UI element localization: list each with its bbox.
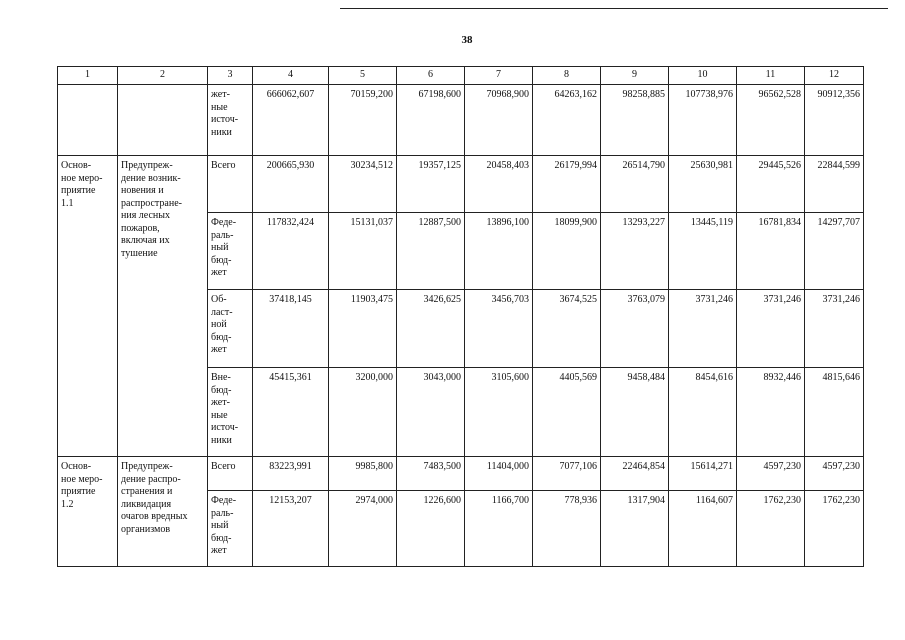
value-cell: 13896,100 bbox=[465, 213, 533, 290]
value-cell: 117832,424 bbox=[253, 213, 329, 290]
value-cell: 1166,700 bbox=[465, 491, 533, 567]
value-cell: 12887,500 bbox=[397, 213, 465, 290]
value-cell: 1164,607 bbox=[669, 491, 737, 567]
activity-cell bbox=[58, 85, 118, 156]
table-row bbox=[58, 156, 864, 213]
description-cell: Предупреж- дение распро- странения и ликвидация очагов вредных организмов bbox=[118, 457, 208, 567]
value-cell: 37418,145 bbox=[253, 290, 329, 368]
page-number: 38 bbox=[461, 34, 473, 46]
header-cell: 7 bbox=[465, 67, 533, 85]
source-cell: Феде- раль- ный бюд- жет bbox=[208, 491, 253, 567]
header-cell: 5 bbox=[329, 67, 397, 85]
value-cell: 666062,607 bbox=[253, 85, 329, 156]
value-cell: 7483,500 bbox=[397, 457, 465, 491]
value-cell: 3456,703 bbox=[465, 290, 533, 368]
value-cell: 19357,125 bbox=[397, 156, 465, 213]
value-cell: 26179,994 bbox=[533, 156, 601, 213]
value-cell: 12153,207 bbox=[253, 491, 329, 567]
header-cell: 11 bbox=[737, 67, 805, 85]
header-cell: 10 bbox=[669, 67, 737, 85]
value-cell: 18099,900 bbox=[533, 213, 601, 290]
value-cell: 3105,600 bbox=[465, 368, 533, 457]
budget-table bbox=[57, 66, 864, 567]
value-cell: 8932,446 bbox=[737, 368, 805, 457]
value-cell: 15131,037 bbox=[329, 213, 397, 290]
value-cell: 22464,854 bbox=[601, 457, 669, 491]
value-cell: 96562,528 bbox=[737, 85, 805, 156]
description-cell: Предупреж- дение возник- новения и распростране- ния лесных пожаров, включая их тушение bbox=[118, 156, 208, 457]
value-cell: 778,936 bbox=[533, 491, 601, 567]
value-cell: 64263,162 bbox=[533, 85, 601, 156]
value-cell: 4597,230 bbox=[737, 457, 805, 491]
value-cell: 107738,976 bbox=[669, 85, 737, 156]
value-cell: 200665,930 bbox=[253, 156, 329, 213]
value-cell: 29445,526 bbox=[737, 156, 805, 213]
description-cell bbox=[118, 85, 208, 156]
value-cell: 20458,403 bbox=[465, 156, 533, 213]
value-cell: 3731,246 bbox=[805, 290, 864, 368]
table-row bbox=[58, 457, 864, 491]
source-cell: Всего bbox=[208, 457, 253, 491]
value-cell: 70968,900 bbox=[465, 85, 533, 156]
value-cell: 9458,484 bbox=[601, 368, 669, 457]
value-cell: 3426,625 bbox=[397, 290, 465, 368]
value-cell: 4597,230 bbox=[805, 457, 864, 491]
value-cell: 7077,106 bbox=[533, 457, 601, 491]
source-cell: Феде- раль- ный бюд- жет bbox=[208, 213, 253, 290]
header-cell: 3 bbox=[208, 67, 253, 85]
header-cell: 1 bbox=[58, 67, 118, 85]
value-cell: 30234,512 bbox=[329, 156, 397, 213]
header-cell: 2 bbox=[118, 67, 208, 85]
value-cell: 22844,599 bbox=[805, 156, 864, 213]
value-cell: 8454,616 bbox=[669, 368, 737, 457]
value-cell: 1226,600 bbox=[397, 491, 465, 567]
value-cell: 11404,000 bbox=[465, 457, 533, 491]
value-cell: 3731,246 bbox=[737, 290, 805, 368]
value-cell: 11903,475 bbox=[329, 290, 397, 368]
value-cell: 4815,646 bbox=[805, 368, 864, 457]
header-cell: 12 bbox=[805, 67, 864, 85]
value-cell: 26514,790 bbox=[601, 156, 669, 213]
value-cell: 1317,904 bbox=[601, 491, 669, 567]
source-cell: Всего bbox=[208, 156, 253, 213]
activity-cell: Основ- ное меро- приятие 1.2 bbox=[58, 457, 118, 567]
header-cell: 6 bbox=[397, 67, 465, 85]
value-cell: 4405,569 bbox=[533, 368, 601, 457]
header-cell: 4 bbox=[253, 67, 329, 85]
table-body bbox=[58, 67, 864, 567]
source-cell: Об- ласт- ной бюд- жет bbox=[208, 290, 253, 368]
source-cell: жет- ные источ- ники bbox=[208, 85, 253, 156]
value-cell: 70159,200 bbox=[329, 85, 397, 156]
table-row bbox=[58, 85, 864, 156]
value-cell: 83223,991 bbox=[253, 457, 329, 491]
value-cell: 90912,356 bbox=[805, 85, 864, 156]
value-cell: 13293,227 bbox=[601, 213, 669, 290]
value-cell: 1762,230 bbox=[737, 491, 805, 567]
header-cell: 8 bbox=[533, 67, 601, 85]
column-number-row bbox=[58, 67, 864, 85]
value-cell: 16781,834 bbox=[737, 213, 805, 290]
value-cell: 98258,885 bbox=[601, 85, 669, 156]
top-rule bbox=[340, 8, 888, 9]
value-cell: 3674,525 bbox=[533, 290, 601, 368]
value-cell: 45415,361 bbox=[253, 368, 329, 457]
value-cell: 1762,230 bbox=[805, 491, 864, 567]
value-cell: 2974,000 bbox=[329, 491, 397, 567]
value-cell: 13445,119 bbox=[669, 213, 737, 290]
header-cell: 9 bbox=[601, 67, 669, 85]
value-cell: 14297,707 bbox=[805, 213, 864, 290]
value-cell: 3731,246 bbox=[669, 290, 737, 368]
value-cell: 15614,271 bbox=[669, 457, 737, 491]
value-cell: 9985,800 bbox=[329, 457, 397, 491]
activity-cell: Основ- ное меро- приятие 1.1 bbox=[58, 156, 118, 457]
value-cell: 25630,981 bbox=[669, 156, 737, 213]
source-cell: Вне- бюд- жет- ные источ- ники bbox=[208, 368, 253, 457]
value-cell: 3763,079 bbox=[601, 290, 669, 368]
value-cell: 3043,000 bbox=[397, 368, 465, 457]
value-cell: 67198,600 bbox=[397, 85, 465, 156]
value-cell: 3200,000 bbox=[329, 368, 397, 457]
